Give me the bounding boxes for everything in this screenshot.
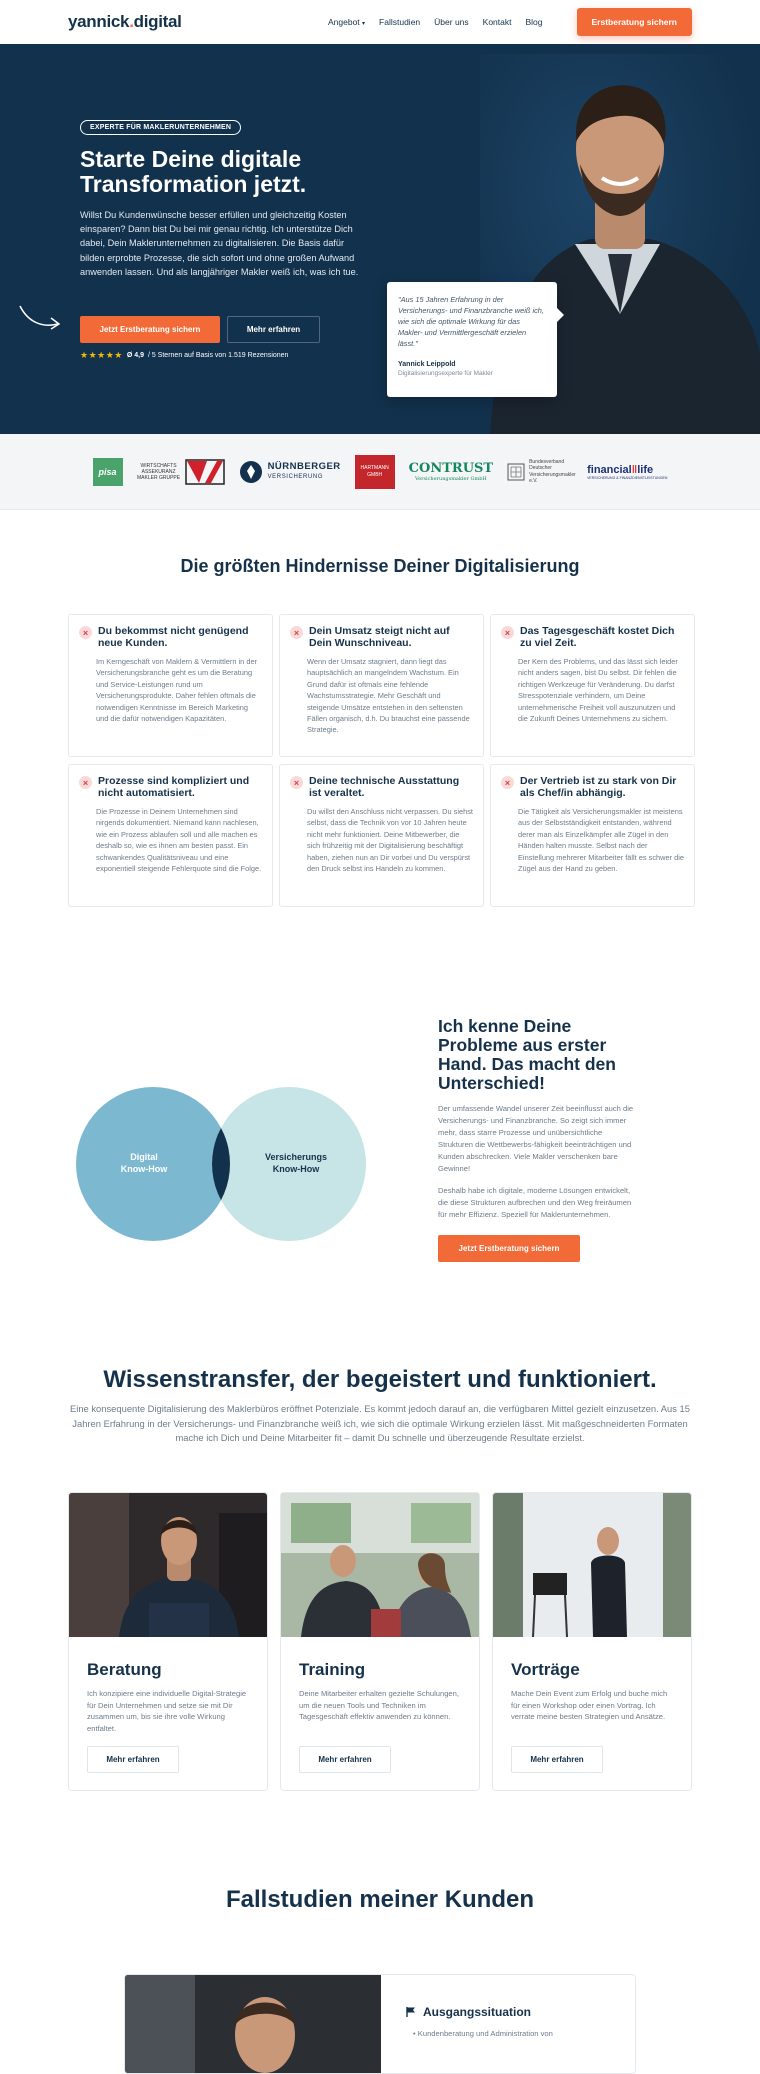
close-icon: × (79, 776, 92, 789)
logo-nuernberger-sub: VERSICHERUNG (267, 473, 324, 480)
logo-pisa (93, 458, 123, 486)
obstacle-title: Deine technische Ausstattung ist veraltet. (309, 775, 460, 799)
chevron-down-icon: ▾ (362, 21, 366, 27)
close-icon: × (290, 776, 303, 789)
obstacle-head (501, 625, 684, 649)
partner-logos (0, 434, 760, 510)
case-study-card (124, 1974, 636, 2074)
service-card-training (280, 1492, 480, 1791)
venn-section (0, 947, 760, 1332)
obstacle-text: Du willst den Anschluss nicht verpassen. Du siehst selbst, dass die Technik von vor 10 Jahren heute nicht mehr funktioniert. Deine Mitbewerber, die sich frühzeitig mit der Digitalisierung beschäftigt haben, ziehen nun an Dir vorbei und Du verspürst den Druck selbst ins Handeln zu kommen. (307, 807, 473, 874)
logo-contrust-name: CONTRUST (408, 461, 494, 476)
arrow-icon (18, 302, 64, 332)
obstacle-card (490, 764, 695, 907)
nuernberger-mark-icon (239, 460, 263, 484)
logo-hartmann (355, 455, 395, 489)
service-more-button[interactable]: Mehr erfahren (87, 1746, 179, 1773)
obstacles-title: Die größten Hindernisse Deiner Digitalisierung (180, 556, 580, 576)
logo-bdvm (507, 458, 576, 485)
star-icons: ★★★★★ (80, 350, 123, 360)
venn-left-label-1: Digital (130, 1152, 158, 1162)
nav-item-fallstudien[interactable]: Fallstudien (379, 17, 421, 27)
service-card-beratung (68, 1492, 268, 1791)
service-more-button[interactable]: Mehr erfahren (299, 1746, 391, 1773)
obstacle-card (490, 614, 695, 757)
logo-dot: . (129, 12, 134, 31)
hero-badge: EXPERTE FÜR MAKLERUNTERNEHMEN (80, 120, 241, 135)
testimonial-quote: "Aus 15 Jahren Erfahrung in der Versicherungs- und Finanzbranche weiß ich, wie sich die optimale Wirkung für das Makler- und Vermittlergeschäft erzielen lässt." (398, 295, 544, 348)
close-icon: × (501, 626, 514, 639)
logo-text-end: digital (133, 12, 182, 31)
venn-right-label-2: Know-How (272, 1164, 320, 1174)
logo-hartmann-text: HARTMANN GMBH (355, 455, 395, 489)
logo-wak-text: WIRTSCHAFTS ASSEKURANZ MAKLER GRUPPE (137, 462, 181, 481)
nav-item-kontakt[interactable]: Kontakt (482, 17, 512, 27)
close-icon: × (290, 626, 303, 639)
testimonial-role: Digitalisierungsexperte für Makler (398, 370, 493, 377)
logo-wak (137, 459, 225, 485)
logo-nuernberger-name: NÜRNBERGER (267, 460, 341, 472)
venn-paragraph-1: Der umfassende Wandel unserer Zeit beeinflusst auch die Versicherungs- und Finanzbranche. So zeigt sich immer mehr, dass starre Prozesse und unübersichtliche Strukturen die Wettbewerbs-fähigkeit beeinträchtigen und Kunden abschrecken. Viele Makler verschenken bare Gewinne! (438, 1104, 634, 1173)
close-icon: × (501, 776, 514, 789)
services-title: Wissenstransfer, der begeistert und funktioniert. (103, 1366, 657, 1393)
venn-paragraph-2: Deshalb habe ich digitale, moderne Lösungen entwickelt, die diese Strukturen aufbrechen und den Weg freiräumen für mehr Effizienz. Speziell für Maklerunternehmen. (438, 1186, 632, 1219)
obstacle-title: Prozesse sind kompliziert und nicht automatisiert. (98, 775, 250, 799)
logo-bdvm-text: Bundesverband Deutscher Versicherungsmakler e.V. (529, 458, 576, 484)
service-title: Vorträge (511, 1659, 580, 1679)
service-title: Training (299, 1659, 366, 1679)
obstacle-text: Die Tätigkeit als Versicherungsmakler ist meistens aus der Selbstständigkeit entstanden, während derer man als Einzelkämpfer alle Zügel in den Händen halten musste. Selbst nach der Einstellung mehrerer Mitarbeiter fällt es schwer die Zügel aus der Hand zu geben. (518, 807, 684, 874)
venn-right-label-1: Versicherungs (264, 1152, 328, 1162)
hero-cta-button[interactable]: Jetzt Erstberatung sichern (80, 316, 220, 343)
rating (80, 350, 288, 361)
services-subtitle: Eine konsequente Digitalisierung des Maklerbüros eröffnet Potenziale. Es kommt jedoch darauf an, die verfügbaren Mittel gezielt einzusetzen. Aus 15 Jahren Erfahrung in der Versicherungs- und Finanzbranche weiß ich, wie sich die optimale Wirkung erzielen lässt. Mit maßgeschneiderten Formaten mache ich Dich und Deine Mitarbeiter fit – damit Du schnelle und überzeugende Resultate erzielst. (70, 1403, 690, 1444)
hero-more-button[interactable]: Mehr erfahren (227, 316, 320, 343)
logo-financial-sub: VERSICHERUNG & FINANZDIENSTLEISTUNGEN (587, 475, 668, 480)
hero-title: Starte Deine digitale Transformation jetzt. (80, 146, 307, 197)
logo[interactable] (68, 12, 182, 32)
logo-contrust-sub: Versicherungsmakler GmbH (414, 476, 487, 482)
service-image-beratung (69, 1493, 268, 1637)
case-image (125, 1975, 381, 2074)
hero-section (0, 44, 760, 434)
obstacle-text: Der Kern des Problems, und das lässt sich leider nicht anders sagen, bist Du selbst. Dir fehlen die richtigen Werkzeuge für Veränderung. Du darfst Stresspotenziale verhindern, um Deine unternehmerische Freiheit voll auszunutzen und die Zukunft Deines Unternehmens zu sichern. (518, 657, 678, 724)
obstacle-head (79, 775, 262, 799)
testimonial-name: Yannick Leippold (398, 361, 456, 368)
logo-financial-name-end: life (637, 463, 654, 476)
nav-item-angebot[interactable] (328, 17, 365, 27)
service-text: Mache Dein Event zum Erfolg und buche mich für einen Workshop oder einen Vortrag. Ich verrate meine besten Strategien und Ansätze. (511, 1688, 668, 1722)
obstacle-card (279, 764, 484, 907)
obstacle-head (290, 625, 473, 649)
service-more-button[interactable]: Mehr erfahren (511, 1746, 603, 1773)
header-cta-button[interactable]: Erstberatung sichern (577, 8, 693, 36)
flag-icon (405, 2006, 417, 2018)
obstacle-text: Die Prozesse in Deinem Unternehmen sind nirgends dokumentiert. Niemand kann nachlesen, wie ein Prozess ablaufen soll und alle machen es deshalb so, wie es ihnen am besten passt. Ein schwankendes Qualitätsniveau und eine exponentiell steigende Fehlerquote sind die Folge. (96, 807, 262, 874)
case-content (405, 2005, 553, 2038)
main-nav (328, 8, 692, 36)
logo-pisa-text: pisa (93, 458, 123, 486)
nav-item-blog[interactable]: Blog (525, 17, 543, 27)
venn-left-label-2: Know-How (120, 1164, 168, 1174)
bars-icon: ǁ (631, 463, 638, 476)
obstacle-card (68, 764, 273, 907)
case-list-item: • Kundenberatung und Administration von (413, 2028, 553, 2038)
venn-text-block (438, 1017, 638, 1262)
cases-title: Fallstudien meiner Kunden (225, 1885, 535, 1913)
service-card-vortraege (492, 1492, 692, 1791)
nav-label: Angebot (327, 17, 360, 27)
logo-nuernberger (239, 460, 341, 484)
hero-text: Willst Du Kundenwünsche besser erfüllen und gleichzeitig Kosten einsparen? Dann bist Du bei mir genau richtig. Ich unterstütze Dich dabei, Dein Maklerunternehmen zu digitalisieren. Die Basis dafür bilden erprobte Prozesse, die sich sofort und ohne großen Aufwand anwenden lassen. Und als langjähriger Makler weiß ich, was ich tue. (80, 210, 359, 277)
obstacle-card (68, 614, 273, 757)
venn-title: Ich kenne Deine Probleme aus erster Hand. Das macht den Unterschied! (438, 1016, 616, 1093)
testimonial-card (387, 282, 557, 397)
service-image-vortraege (493, 1493, 692, 1637)
venn-cta-button[interactable]: Jetzt Erstberatung sichern (438, 1235, 580, 1262)
obstacles-grid (68, 614, 760, 907)
case-list-item-text: Kundenberatung und Administration von (417, 2028, 553, 2038)
service-image-training (281, 1493, 480, 1637)
obstacle-title: Du bekommst nicht genügend neue Kunden. (98, 625, 249, 649)
obstacle-title: Das Tagesgeschäft kostet Dich zu viel Zeit. (520, 625, 675, 649)
obstacle-title: Der Vertrieb ist zu stark von Dir als Chef/in abhängig. (520, 775, 677, 799)
bdvm-mark-icon (507, 463, 525, 481)
logo-text: yannick (68, 12, 130, 31)
service-text: Deine Mitarbeiter erhalten gezielte Schulungen, um die neuen Tools und Techniken im Tagesgeschäft effektiv anwenden zu können. (299, 1688, 459, 1722)
obstacle-head (290, 775, 473, 799)
logo-contrust (409, 461, 493, 482)
venn-diagram (76, 1084, 366, 1244)
obstacle-head (501, 775, 684, 799)
nav-item-ueber-uns[interactable]: Über uns (434, 17, 469, 27)
site-header (0, 0, 760, 44)
obstacle-text: Im Kerngeschäft von Maklern & Vermittlern in der Versicherungsbranche geht es um die Beratung und Service-Leistungen rund um Versicherungsprodukte. Daher fehlen oftmals die notwendigen Kenntnisse im Bereich Marketing und die dafür notwendigen Kapazitäten. (96, 657, 258, 724)
service-title: Beratung (87, 1659, 162, 1679)
case-heading (405, 2005, 553, 2019)
obstacle-card (279, 614, 484, 757)
case-heading-text: Ausgangssituation (423, 2004, 532, 2019)
close-icon: × (79, 626, 92, 639)
wak-mark-icon (185, 459, 225, 485)
service-text: Ich konzipiere eine individuelle Digital-Strategie für Dein Unternehmen und setze sie mit Dir zusammen um, bis sie ihre volle Wirkung entfaltet. (87, 1688, 247, 1734)
rating-score: Ø 4,9 (126, 352, 144, 359)
logo-financial-life (587, 464, 667, 480)
logo-financial-name: financial (587, 463, 632, 476)
obstacle-head (79, 625, 262, 649)
services-grid (68, 1492, 760, 1791)
obstacle-title: Dein Umsatz steigt nicht auf Dein Wunschniveau. (309, 625, 450, 649)
rating-text: / 5 Sternen auf Basis von 1.519 Rezensionen (147, 352, 289, 359)
obstacle-text: Wenn der Umsatz stagniert, dann liegt das hauptsächlich an mangelndem Wachstum. Ein Grund dafür ist oftmals eine fehlende Wachstumsstrategie. Mehr Geschäft und steigende Umsätze entstehen in den seltensten Fällen organisch, d.h. Du brauchst eine passende Strategie. (307, 657, 470, 735)
